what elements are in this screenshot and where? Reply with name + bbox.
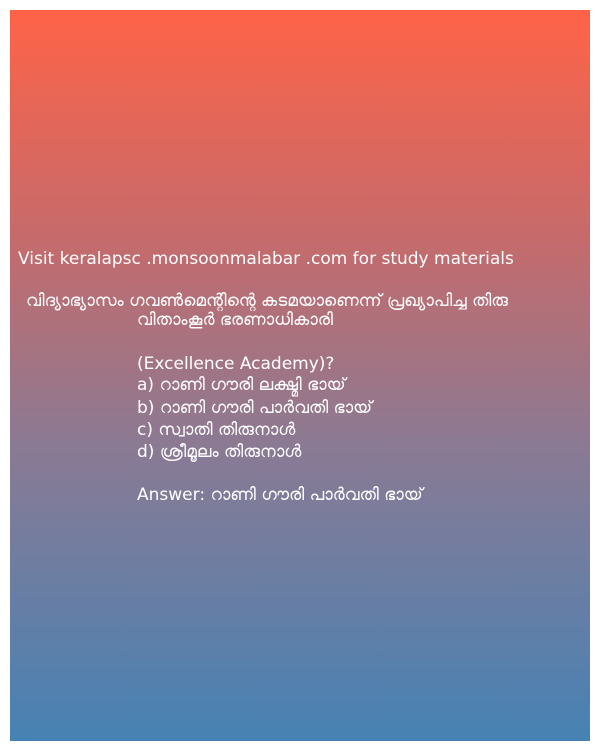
question-card: [10, 10, 590, 741]
question-line-1: വിദ്യാഭ്യാസം ഗവൺമെന്റിന്റെ കടമയാണെന്ന് പ്രഖ്യാപിച്ച തിരു: [26, 291, 509, 311]
option-b: b) റാണി ഗൗരി പാർവതി ഭായ്: [137, 398, 373, 418]
visit-banner-text: Visit keralapsc .monsoonmalabar .com for study materials: [18, 249, 514, 269]
option-d: d) ശ്രീമൂലം തിരുനാൾ: [137, 442, 302, 462]
answer-text: Answer: റാണി ഗൗരി പാർവതി ഭായ്: [137, 485, 423, 505]
option-a: a) റാണി ഗൗരി ലക്ഷ്മി ഭായ്: [137, 375, 346, 395]
option-c: c) സ്വാതി തിരുനാൾ: [137, 420, 296, 440]
question-source: (Excellence Academy)?: [137, 354, 335, 374]
question-line-2: വിതാംകൂർ ഭരണാധികാരി: [137, 310, 333, 330]
